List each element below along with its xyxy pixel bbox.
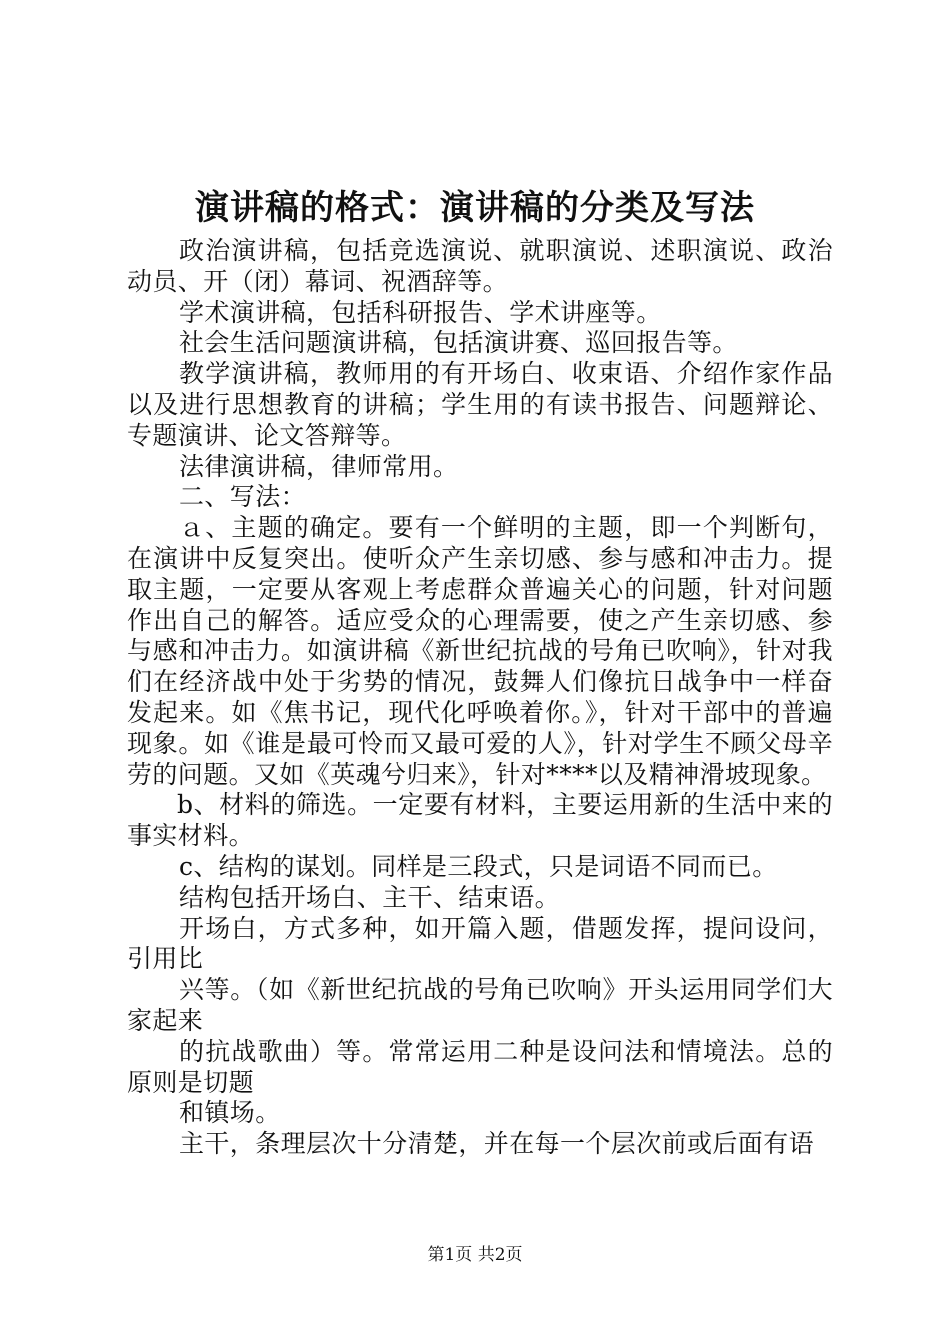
paragraph-opening-2: 兴等。（如《新世纪抗战的号角已吹响》开头运用同学们大家起来 [127,975,833,1035]
paragraph-academic: 学术演讲稿，包括科研报告、学术讲座等。 [179,297,662,327]
paragraph-structure: c、结构的谋划。同样是三段式，只是词语不同而已。 [179,851,778,881]
paragraph-opening-3: 的抗战歌曲）等。常常运用二种是设问法和情境法。总的原则是切题 [127,1036,833,1097]
paragraph-social: 社会生活问题演讲稿，包括演讲赛、巡回报告等。 [179,328,738,358]
document-body [127,236,833,1160]
section-heading-writing: 二、写法： [179,482,307,512]
paragraph-main-body: 主干，条理层次十分清楚，并在每一个层次前或后面有语 [179,1129,815,1159]
document-title: 演讲稿的格式：演讲稿的分类及写法 [195,188,755,228]
page-footer: 第1页 共2页 [427,1245,523,1265]
paragraph-teaching: 教学演讲稿，教师用的有开场白、收束语、介绍作家作品以及进行思想教育的讲稿；学生用的有读书报告、问题辩论、专题演讲、论文答辩等。 [127,359,833,450]
paragraph-theme: ａ、主题的确定。要有一个鲜明的主题，即一个判断句，在演讲中反复突出。使听众产生亲切感、参与感和冲击力。提取主题，一定要从客观上考虑群众普遍关心的问题，针对问题作出自己的解答。适应受众的心理需要，使之产生亲切感、参与感和冲击力。如演讲稿《新世纪抗战的号角已吹响》，针对我们在经济战中处于劣势的情况，鼓舞人们像抗日战争中一样奋发起来。如《焦书记，现代化呼唤着你。》，针对干部中的普遍现象。如《谁是最可怜而又最可爱的人》，针对学生不顾父母辛劳的问题。又如《英魂兮归来》，针对****以及精神滑坡现象。 [127,513,833,789]
paragraph-legal: 法律演讲稿，律师常用。 [179,451,459,481]
paragraph-political: 政治演讲稿，包括竞选演说、就职演说、述职演说、政治动员、开（闭）幕词、祝酒辞等。 [127,236,833,296]
paragraph-opening-4: 和镇场。 [179,1098,281,1128]
paragraph-opening-1: 开场白，方式多种，如开篇入题，借题发挥，提问设问，引用比 [127,913,833,974]
paragraph-material: b、材料的筛选。一定要有材料，主要运用新的生活中来的事实材料。 [127,790,833,851]
paragraph-structure-parts: 结构包括开场白、主干、结束语。 [179,882,561,912]
